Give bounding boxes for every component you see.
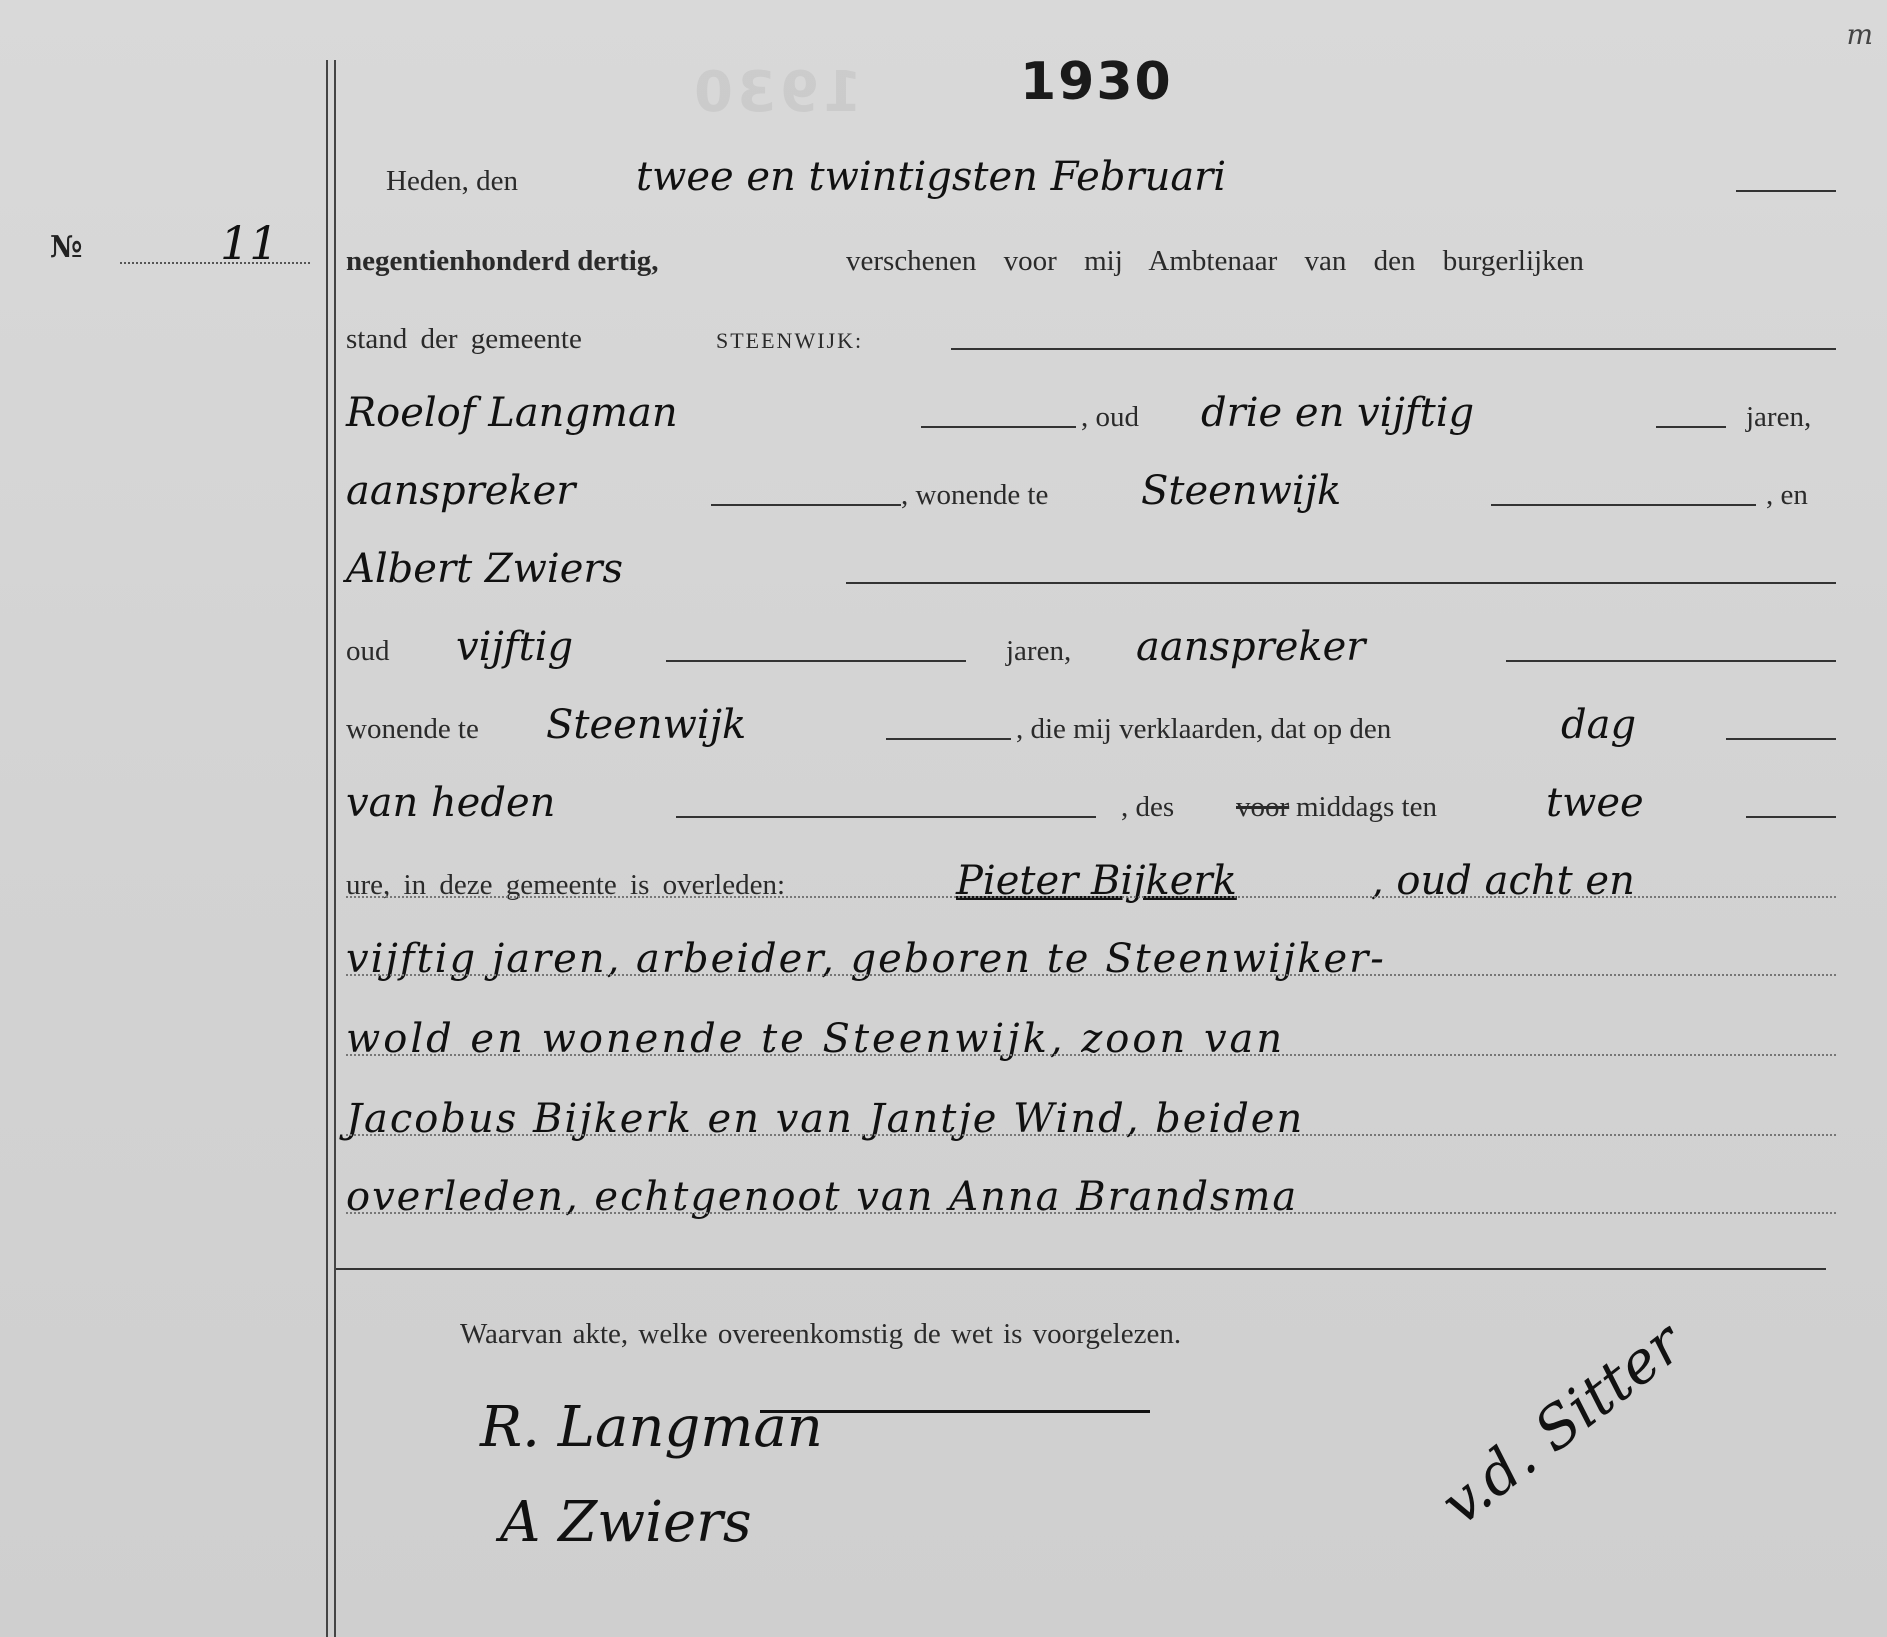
fill-line [1746,816,1836,818]
act-number-dots [120,262,310,264]
signature-declarant-2: A Zwiers [500,1490,752,1555]
handwritten-occupation-2: aanspreker [1136,624,1366,670]
fill-line [1726,738,1836,740]
closing-statement: Waarvan akte, welke overeenkomstig de wet is voorgelezen. [460,1318,1182,1350]
handwritten-hour: twee [1546,780,1644,826]
corner-pencil-mark: m [1846,18,1873,51]
text-line-9 [346,774,1836,834]
fill-line [886,738,1011,740]
handwritten-date: twee en twintigsten Februari [636,154,1227,200]
printed-year-words: negentienhonderd dertig, [346,245,659,277]
text-line-5 [346,462,1836,522]
fill-line [846,582,1836,584]
fill-line [921,426,1076,428]
text-line-11 [346,930,1836,990]
fill-line [666,660,966,662]
bleed-through-year: 1930 [690,60,862,125]
handwritten-details-3: Jacobus Bijkerk en van Jantje Wind, beiden [346,1096,1305,1142]
margin-rule-right [334,60,336,1637]
handwritten-dag: dag [1561,702,1637,748]
handwritten-details-1: vijftig jaren, arbeider, geboren te Steenwijker- [346,936,1386,982]
handwritten-age-2: vijftig [456,624,574,670]
handwritten-residence-2: Steenwijk [546,702,747,748]
twee-wrap [1546,780,1644,826]
printed-verschenen: verschenen voor mij Ambtenaar van den burgerlijken [846,245,1584,277]
printed-oud: oud [346,635,390,667]
struck-voor: voor [1236,791,1290,823]
text-line-8 [346,696,1836,756]
printed-stand-der-gemeente: stand der gemeente [346,323,582,355]
text-line-10 [346,852,1836,912]
certificate-year: 1930 [1020,52,1173,112]
act-number-value: 11 [220,216,279,270]
printed-jaren: jaren, [1746,401,1812,433]
dotted-rule [346,1134,1836,1136]
dotted-rule [346,974,1836,976]
text-line-7 [346,618,1836,678]
printed-municipality: STEENWIJK: [716,328,864,353]
act-number [50,216,310,272]
signature-flourish [760,1410,1150,1413]
handwritten-van-heden: van heden [346,780,556,826]
text-line-14 [346,1168,1836,1228]
printed-oud: , oud [1081,401,1139,433]
printed-en: , en [1766,479,1808,511]
fill-line [676,816,1096,818]
text-line-4 [346,384,1836,444]
act-number-label: № [50,230,83,265]
dotted-rule [346,896,1836,898]
handwritten-declarant-1: Roelof Langman [346,390,678,436]
fill-line [951,348,1836,350]
margin-rule-left [326,60,328,1637]
signature-declarant-1: R. Langman [480,1395,823,1460]
handwritten-occupation-1: aanspreker [346,468,576,514]
handwritten-deceased-age: , oud acht en [1371,858,1635,904]
fill-line [711,504,901,506]
text-line-12 [346,1010,1836,1070]
printed-jaren: jaren, [1006,635,1072,667]
signature-registrar: v.d. Sitter [1428,1308,1695,1538]
text-line-13 [346,1090,1836,1150]
fill-line [1736,190,1836,192]
printed-wonende-te: wonende te [346,713,479,745]
fill-line [1506,660,1836,662]
text-line-2 [346,228,1836,288]
handwritten-age-1: drie en vijftig [1201,390,1475,436]
text-line-3 [346,306,1836,366]
handwritten-declarant-2: Albert Zwiers [346,546,624,592]
fill-line [1491,504,1756,506]
printed-wonende-te: , wonende te [901,479,1049,511]
section-separator [336,1268,1826,1270]
dotted-rule [346,1054,1836,1056]
printed-verklaarden: , die mij verklaarden, dat op den [1016,713,1392,745]
handwritten-residence-1: Steenwijk [1141,468,1342,514]
printed-heden-den: Heden, den [386,165,519,197]
fill-line [1656,426,1726,428]
text-line-1 [346,148,1836,208]
handwritten-details-4: overleden, echtgenoot van Anna Brandsma [346,1174,1299,1220]
printed-middags-ten: middags ten [1296,791,1437,823]
printed-overleden: ure, in deze gemeente is overleden: [346,869,786,901]
text-line-6 [346,540,1836,600]
handwritten-details-2: wold en wonende te Steenwijk, zoon van [346,1016,1286,1062]
handwritten-deceased-name: Pieter Bijkerk [956,858,1237,904]
printed-des: , des [1121,791,1175,823]
dotted-rule [346,1212,1836,1214]
